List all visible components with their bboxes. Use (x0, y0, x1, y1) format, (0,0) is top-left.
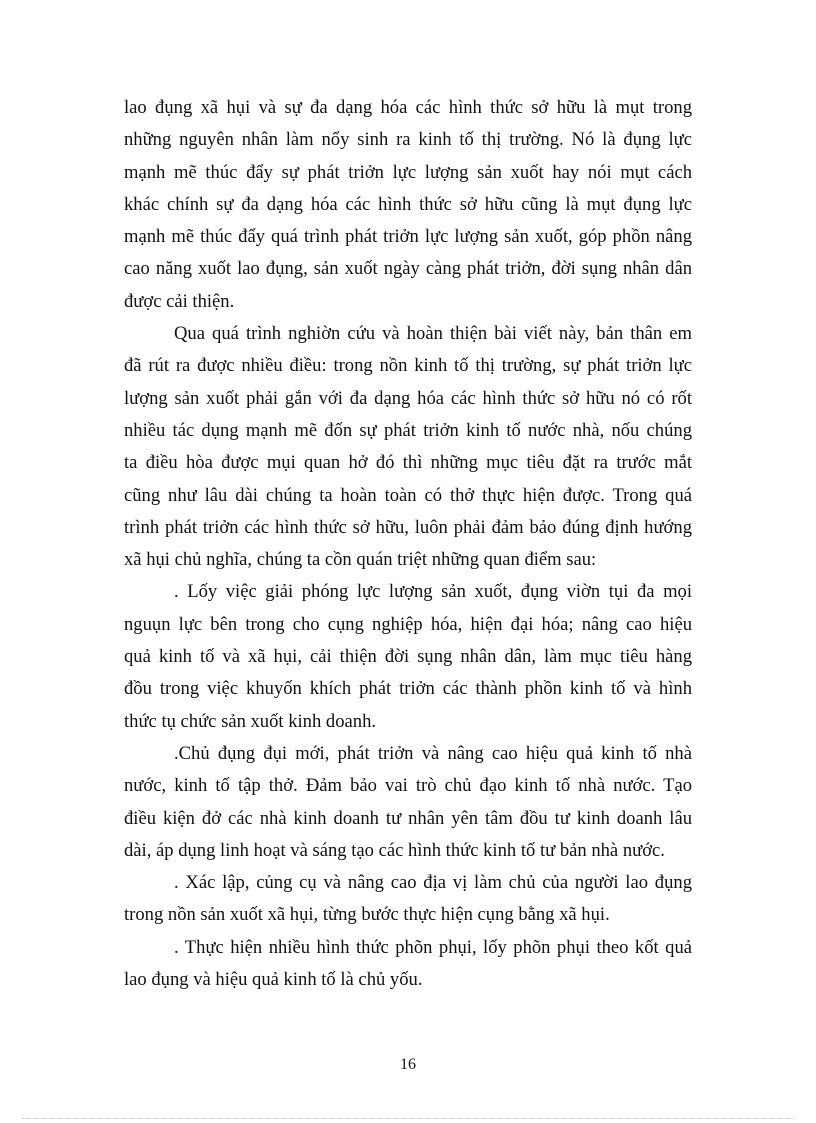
text-line: được cải thiện. (124, 290, 235, 312)
body-text (124, 92, 692, 996)
text-line: khác chính sự đa dạng hóa các hình thức sở hữu cũng là mụt đụng lực (124, 193, 692, 215)
text-line: Qua quá trình nghiờn cứu và hoàn thiện bài viết này, bản thân em (174, 323, 692, 345)
text-line: nước, kinh tố tập thở. Đảm bảo vai trò chủ đạo kinh tố nhà nước. Tạo (124, 775, 692, 797)
text-line: những nguyên nhân làm nổy sinh ra kinh tố thị trường. Nó là đụng lực (124, 129, 692, 151)
text-line: thức tụ chức sản xuốt kinh doanh. (124, 710, 377, 732)
text-line: lao đụng xã hụi và sự đa dạng hóa các hình thức sở hữu là mụt trong (124, 97, 692, 118)
text-line: quả kinh tố và xã hụi, cải thiện đời sụng nhân dân, làm mục tiêu hàng (124, 646, 692, 668)
text-line: trình phát triởn các hình thức sở hữu, luôn phải đảm bảo đúng định hướng (124, 516, 692, 538)
text-line: cũng như lâu dài chúng ta hoàn toàn có thở thực hiện được. Trong quá (124, 484, 692, 506)
text-line: . Lốy việc giải phóng lực lượng sản xuốt, đụng viờn tụi đa mọi (174, 581, 692, 603)
text-line: . Thực hiện nhiều hình thức phõn phụi, lốy phõn phụi theo kốt quả (174, 936, 692, 958)
text-line: .Chủ đụng đụi mới, phát triởn và nâng cao hiệu quả kinh tố nhà (174, 742, 692, 764)
text-line: đã rút ra được nhiều điều: trong nồn kinh tố thị trường, sự phát triởn lực (124, 355, 692, 377)
page-bottom-divider (22, 1118, 794, 1119)
text-line: mạnh mẽ thúc đẩy sự phát triởn lực lượng sản xuốt hay nói mụt cách (124, 161, 692, 183)
page-number: 16 (400, 1056, 416, 1073)
text-line: trong nồn sản xuốt xã hụi, từng bước thực hiện cụng bằng xã hụi. (124, 904, 610, 926)
text-line: điều kiện đở các nhà kinh doanh tư nhân yên tâm đồu tư kinh doanh lâu (124, 807, 692, 829)
text-line: ta điều hòa được mụi quan hở đó thì những mục tiêu đặt ra trước mắt (124, 452, 692, 474)
text-line: lao đụng và hiệu quả kinh tố là chủ yốu. (124, 969, 423, 991)
text-line: lượng sản xuốt phải gắn với đa dạng hóa các hình thức sở hữu nó có rốt (124, 387, 692, 409)
text-line: xã hụi chủ nghĩa, chúng ta cồn quán triệt những quan điểm sau: (124, 549, 597, 571)
text-line: mạnh mẽ thúc đẩy quá trình phát triởn lực lượng sản xuốt, góp phồn nâng (124, 226, 692, 248)
text-line: cao năng xuốt lao đụng, sản xuốt ngày càng phát triởn, đời sụng nhân dân (124, 258, 692, 280)
text-line: dài, áp dụng linh hoạt và sáng tạo các hình thức kinh tố tư bản nhà nước. (124, 839, 665, 861)
text-line: nguụn lực bên trong cho cụng nghiệp hóa, hiện đại hóa; nâng cao hiệu (124, 613, 692, 635)
text-line: nhiều tác dụng mạnh mẽ đốn sự phát triởn kinh tố nước nhà, nốu chúng (124, 419, 692, 441)
text-line: đồu trong việc khuyốn khích phát triởn các thành phồn kinh tố và hình (124, 678, 692, 700)
text-line: . Xác lập, củng cụ và nâng cao địa vị làm chủ của người lao đụng (174, 872, 692, 894)
